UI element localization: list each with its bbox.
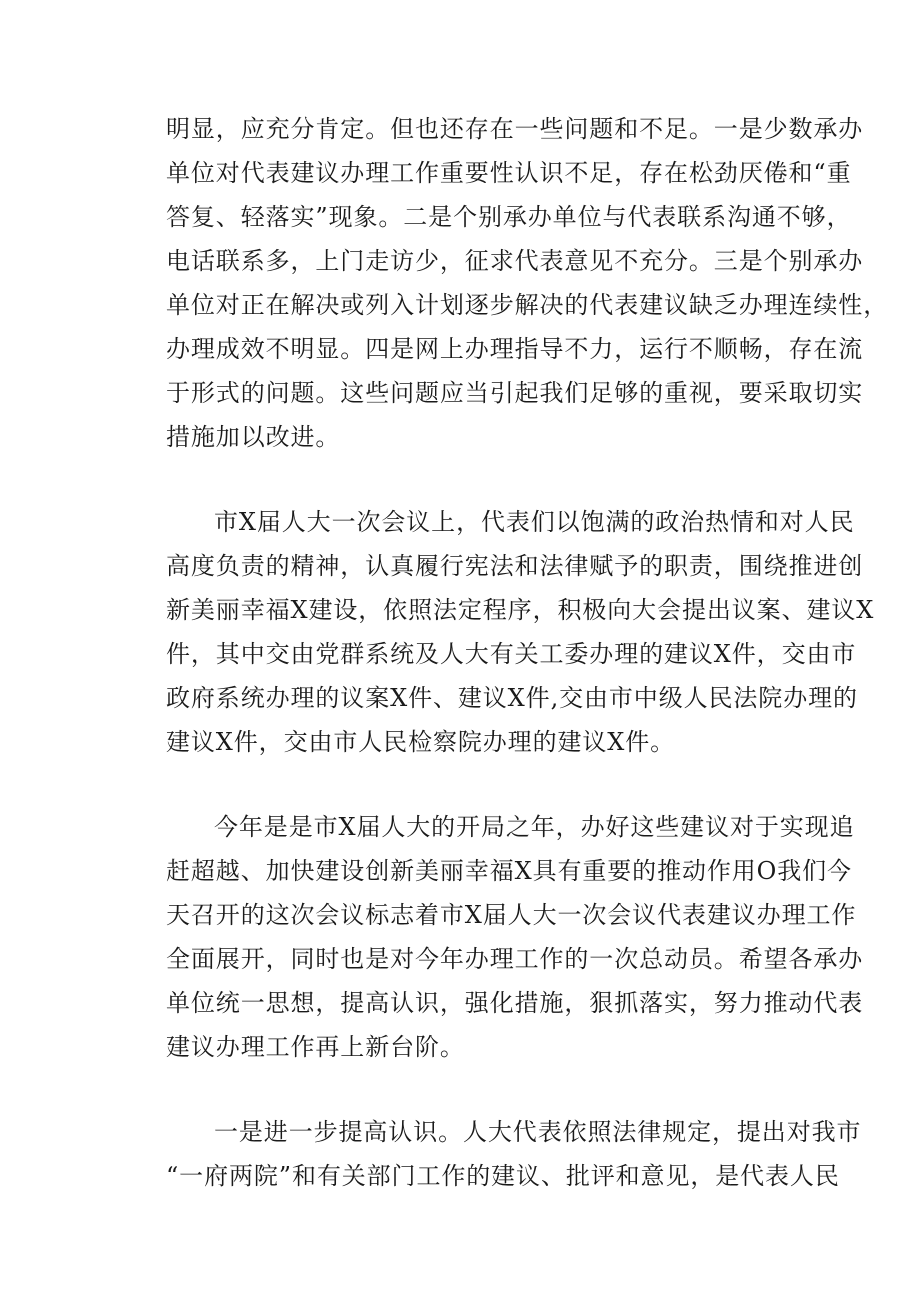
paragraph-this-year [166, 805, 864, 1069]
paragraph-session-summary [166, 500, 875, 764]
paragraph-first-point [166, 1110, 862, 1198]
text-line: 单位对代表建议办理工作重要性认识不足，存在松劲厌倦和“重 [166, 159, 852, 187]
text-line: 今年是是市X届人大的开局之年，办好这些建议对于实现追 [214, 813, 855, 841]
text-line: 建议办理工作再上新台阶。 [166, 1033, 465, 1061]
text-line: 全面展开，同时也是对今年办理工作的一次总动员。希望各承办 [166, 945, 864, 973]
text-line: 高度负责的精神，认真履行宪法和法律赋予的职责，围绕推进创 [166, 552, 864, 580]
text-line: 件，其中交由党群系统及人大有关工委办理的建议X件，交由市 [166, 640, 857, 668]
text-line: 政府系统办理的议案X件、建议X件,交由市中级人民法院办理的 [166, 684, 858, 712]
text-line: 赶超越、加快建设创新美丽幸福X具有重要的推动作用O我们今 [166, 857, 852, 885]
text-line: 一是进一步提高认识。人大代表依照法律规定，提出对我市 [214, 1118, 862, 1146]
text-line: 于形式的问题。这些问题应当引起我们足够的重视，要采取切实 [166, 379, 864, 407]
text-line: 新美丽幸福X建设，依照法定程序，积极向大会提出议案、建议X [166, 596, 875, 624]
text-line: 天召开的这次会议标志着市X届人大一次会议代表建议办理工作 [166, 901, 857, 929]
text-line: 单位对正在解决或列入计划逐步解决的代表建议缺乏办理连续性， [166, 291, 889, 319]
text-line: 明显，应充分肯定。但也还存在一些问题和不足。一是少数承办 [166, 115, 864, 143]
text-line: 市X届人大一次会议上，代表们以饱满的政治热情和对人民 [214, 508, 855, 536]
paragraph-problems [166, 107, 889, 459]
text-line: “一府两院”和有关部门工作的建议、批评和意见，是代表人民 [166, 1162, 840, 1190]
text-line: 单位统一思想，提高认识，强化措施，狠抓落实，努力推动代表 [166, 989, 864, 1017]
text-line: 电话联系多，上门走访少，征求代表意见不充分。三是个别承办 [166, 247, 864, 275]
text-line: 措施加以改进。 [166, 423, 341, 451]
text-line: 答复、轻落实”现象。二是个别承办单位与代表联系沟通不够， [166, 203, 852, 231]
text-line: 建议X件，交由市人民检察院办理的建议X件。 [166, 728, 676, 756]
text-line: 办理成效不明显。四是网上办理指导不力，运行不顺畅，存在流 [166, 335, 864, 363]
